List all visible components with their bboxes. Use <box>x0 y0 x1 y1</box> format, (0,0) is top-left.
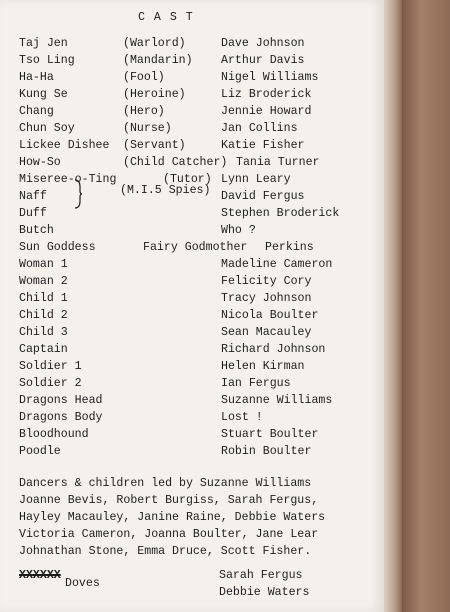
role-name: Lickee Dishee <box>19 139 110 152</box>
role-name: Miseree-o-Ting <box>19 173 117 186</box>
role-name: Tso Ling <box>19 54 75 67</box>
actor-name: Arthur Davis <box>221 54 305 67</box>
brace-icon <box>73 179 83 209</box>
actor-name: Suzanne Williams <box>221 394 333 407</box>
role-name: Child 3 <box>19 326 68 339</box>
dancers-line: Victoria Cameron, Joanna Boulter, Jane Lear <box>19 528 319 541</box>
role-name: Poodle <box>19 445 61 458</box>
role-name: Dragons Body <box>19 411 103 424</box>
cast-heading: C A S T <box>138 11 194 24</box>
actor-name: Sarah Fergus <box>219 569 303 582</box>
role-name: Ha-Ha <box>19 71 54 84</box>
role-part: (Servant) <box>123 139 186 152</box>
actor-name: Madeline Cameron <box>221 258 333 271</box>
role-name: Butch <box>19 224 54 237</box>
role-name: Naff <box>19 190 47 203</box>
doves-label: Doves <box>65 577 100 590</box>
role-name: Dragons Head <box>19 394 103 407</box>
role-name: Child 2 <box>19 309 68 322</box>
actor-name: Who ? <box>221 224 256 237</box>
actor-name: Debbie Waters <box>219 586 310 599</box>
role-name: Child 1 <box>19 292 68 305</box>
actor-name: Sean Macauley <box>221 326 312 339</box>
role-part: (Mandarin) <box>123 54 193 67</box>
actor-name: Liz Broderick <box>221 88 312 101</box>
struck-out-text: XXXXXX <box>19 569 61 582</box>
role-name: Chang <box>19 105 54 118</box>
dancers-line: Dancers & children led by Suzanne Williams <box>19 477 312 490</box>
actor-name: Robin Boulter <box>221 445 312 458</box>
actor-name: Felicity Cory <box>221 275 312 288</box>
role-name: Taj Jen <box>19 37 68 50</box>
role-name: Woman 2 <box>19 275 68 288</box>
actor-name: Perkins <box>265 241 314 254</box>
actor-name: Helen Kirman <box>221 360 305 373</box>
actor-name: David Fergus <box>221 190 305 203</box>
actor-name: Tracy Johnson <box>221 292 312 305</box>
dancers-line: Johnathan Stone, Emma Druce, Scott Fisher. <box>19 545 312 558</box>
actor-name: Lost ! <box>221 411 263 424</box>
dancers-line: Joanne Bevis, Robert Burgiss, Sarah Fergus, <box>19 494 319 507</box>
role-name: Soldier 1 <box>19 360 82 373</box>
actor-name: Tania Turner <box>236 156 320 169</box>
actor-name: Jennie Howard <box>221 105 312 118</box>
actor-name: Stuart Boulter <box>221 428 319 441</box>
book-cover-edge <box>402 0 450 612</box>
role-name: Woman 1 <box>19 258 68 271</box>
actor-name: Nicola Boulter <box>221 309 319 322</box>
actor-name: Ian Fergus <box>221 377 291 390</box>
actor-name: Lynn Leary <box>221 173 291 186</box>
actor-name: Dave Johnson <box>221 37 305 50</box>
role-name: Captain <box>19 343 68 356</box>
role-name: Sun Goddess <box>19 241 96 254</box>
role-name: Soldier 2 <box>19 377 82 390</box>
actor-name: Katie Fisher <box>221 139 305 152</box>
actor-name: Nigel Williams <box>221 71 319 84</box>
role-name: How-So <box>19 156 61 169</box>
role-part: (Heroine) <box>123 88 186 101</box>
role-part: (Child Catcher) <box>123 156 228 169</box>
role-part: (Tutor) <box>163 173 212 186</box>
role-name: Bloodhound <box>19 428 89 441</box>
dancers-line: Hayley Macauley, Janine Raine, Debbie Waters <box>19 511 326 524</box>
role-part: Fairy Godmother <box>143 241 248 254</box>
role-part: (Nurse) <box>123 122 172 135</box>
actor-name: Richard Johnson <box>221 343 326 356</box>
role-name: Chun Soy <box>19 122 75 135</box>
actor-name: Stephen Broderick <box>221 207 340 220</box>
role-part: (Warlord) <box>123 37 186 50</box>
role-part: (Hero) <box>123 105 165 118</box>
role-name: Duff <box>19 207 47 220</box>
page-gutter <box>384 0 402 612</box>
actor-name: Jan Collins <box>221 122 298 135</box>
spies-label: (M.I.5 Spies) <box>120 184 211 197</box>
role-part: (Fool) <box>123 71 165 84</box>
role-name: Kung Se <box>19 88 68 101</box>
